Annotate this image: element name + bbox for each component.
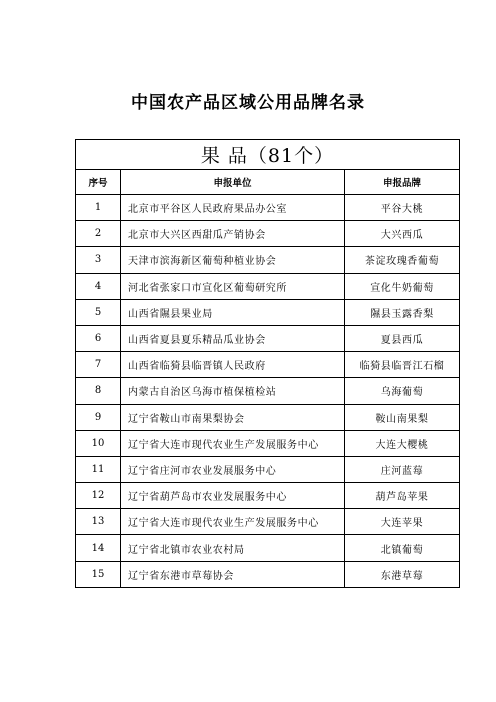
row-number: 11 xyxy=(76,456,121,482)
brand-name: 茶淀玫瑰香葡萄 xyxy=(345,247,460,273)
table-row xyxy=(76,456,460,482)
document-title: 中国农产品区域公用品牌名录 xyxy=(131,93,365,113)
table-row xyxy=(76,299,460,325)
applicant-unit: 山西省临猗县临晋镇人民政府 xyxy=(121,352,345,378)
table-row xyxy=(76,325,460,351)
row-number: 8 xyxy=(76,378,121,404)
section-row xyxy=(76,140,460,170)
brand-name: 乌海葡萄 xyxy=(345,378,460,404)
applicant-unit: 辽宁省北镇市农业农村局 xyxy=(121,535,345,561)
brand-directory-table xyxy=(75,139,460,588)
brand-name: 宣化牛奶葡萄 xyxy=(345,273,460,299)
table-row xyxy=(76,352,460,378)
row-number: 13 xyxy=(76,509,121,535)
applicant-unit: 山西省夏县夏乐精品瓜业协会 xyxy=(121,325,345,351)
applicant-unit: 内蒙古自治区乌海市植保植检站 xyxy=(121,378,345,404)
applicant-unit: 北京市平谷区人民政府果品办公室 xyxy=(121,195,345,221)
applicant-unit: 辽宁省大连市现代农业生产发展服务中心 xyxy=(121,430,345,456)
header-unit: 申报单位 xyxy=(121,170,345,195)
row-number: 3 xyxy=(76,247,121,273)
applicant-unit: 天津市滨海新区葡萄种植业协会 xyxy=(121,247,345,273)
row-number: 2 xyxy=(76,221,121,247)
row-number: 4 xyxy=(76,273,121,299)
row-number: 14 xyxy=(76,535,121,561)
brand-name: 平谷大桃 xyxy=(345,195,460,221)
row-number: 15 xyxy=(76,561,121,587)
brand-name: 北镇葡萄 xyxy=(345,535,460,561)
row-number: 9 xyxy=(76,404,121,430)
applicant-unit: 辽宁省鞍山市南果梨协会 xyxy=(121,404,345,430)
table-row xyxy=(76,404,460,430)
brand-name: 鞍山南果梨 xyxy=(345,404,460,430)
applicant-unit: 辽宁省葫芦岛市农业发展服务中心 xyxy=(121,483,345,509)
applicant-unit: 辽宁省大连市现代农业生产发展服务中心 xyxy=(121,509,345,535)
header-no: 序号 xyxy=(76,170,121,195)
table-row xyxy=(76,561,460,587)
applicant-unit: 辽宁省东港市草莓协会 xyxy=(121,561,345,587)
brand-name: 隰县玉露香梨 xyxy=(345,299,460,325)
table-body xyxy=(76,195,460,588)
table-row xyxy=(76,247,460,273)
section-title: 果 品（81个） xyxy=(76,140,460,170)
applicant-unit: 北京市大兴区西甜瓜产销协会 xyxy=(121,221,345,247)
brand-name: 大兴西瓜 xyxy=(345,221,460,247)
row-number: 12 xyxy=(76,483,121,509)
table-row xyxy=(76,483,460,509)
row-number: 1 xyxy=(76,195,121,221)
brand-name: 大连苹果 xyxy=(345,509,460,535)
header-row xyxy=(76,170,460,195)
table-row xyxy=(76,535,460,561)
brand-name: 夏县西瓜 xyxy=(345,325,460,351)
table-row xyxy=(76,378,460,404)
header-brand: 申报品牌 xyxy=(345,170,460,195)
brand-name: 大连大樱桃 xyxy=(345,430,460,456)
brand-name: 东港草莓 xyxy=(345,561,460,587)
applicant-unit: 山西省隰县果业局 xyxy=(121,299,345,325)
brand-name: 临猗县临晋江石榴 xyxy=(345,352,460,378)
table-row xyxy=(76,273,460,299)
row-number: 10 xyxy=(76,430,121,456)
brand-name: 葫芦岛苹果 xyxy=(345,483,460,509)
row-number: 6 xyxy=(76,325,121,351)
table-row xyxy=(76,509,460,535)
row-number: 7 xyxy=(76,352,121,378)
table-row xyxy=(76,221,460,247)
applicant-unit: 辽宁省庄河市农业发展服务中心 xyxy=(121,456,345,482)
table-row xyxy=(76,430,460,456)
table-row xyxy=(76,195,460,221)
row-number: 5 xyxy=(76,299,121,325)
applicant-unit: 河北省张家口市宣化区葡萄研究所 xyxy=(121,273,345,299)
brand-name: 庄河蓝莓 xyxy=(345,456,460,482)
